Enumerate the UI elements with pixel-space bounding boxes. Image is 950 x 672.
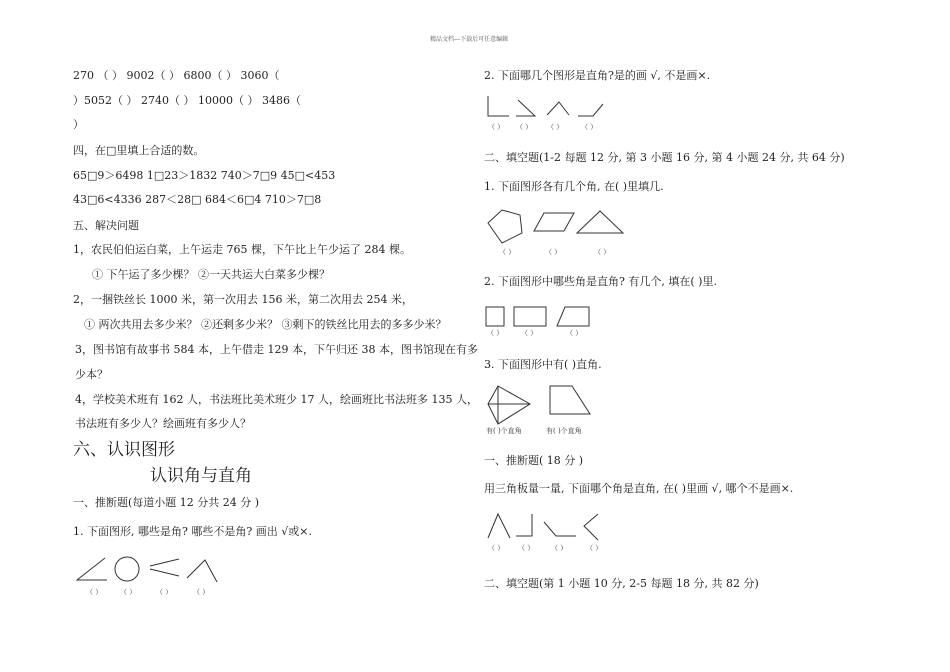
judge-2-label-3: （ ） [551,544,568,552]
trapezoid-shape [557,307,589,326]
kite-shape [488,386,530,424]
measure-angle-figures [486,512,606,540]
fill-q1-label-2: （ ） [545,248,562,256]
shape-figures [486,207,626,245]
square-shape [486,307,504,326]
angle-figures [75,556,220,584]
fill-row-2: 43□6<4336 287＜28□ 684＜6□4 710＞7□8 [73,193,322,206]
page-header: 精品文档---下载后可任意编辑 [430,36,509,43]
judge-2-question: 用三角板量一量, 下面哪个角是直角, 在( )里画 √, 哪个不是画×. [484,482,794,495]
circle-figure [115,557,139,581]
fill-q1-label-3: （ ） [594,248,611,256]
section-6-subtitle: 认识角与直角 [150,466,252,486]
fill-q2-label-2: （ ） [521,329,538,337]
judge-2-title: 一、推断题( 18 分 ) [484,454,584,467]
triangle-shape [577,211,623,233]
number-line-2: ）5052（ ） 2740（ ） 10000（ ） 3486（ [73,94,301,107]
right-paren-label-4: （ ） [581,123,598,131]
right-paren-label-3: （ ） [547,123,564,131]
paren-label-2: （ ） [120,588,137,596]
question-2-sub: ① 两次共用去多少米？ ②还剩多少米？ ③剩下的铁丝比用去的多多少米？ [84,318,447,331]
question-3-line-2: 少本？ [75,368,108,381]
judge-2-label-1: （ ） [488,544,505,552]
section-6-title: 六、认识图形 [73,440,175,460]
judge-2-label-4: （ ） [586,544,603,552]
judge-title: 一、推断题(每道小题 12 分共 24 分 ) [73,496,260,509]
paren-label-3: （ ） [156,588,173,596]
judge-2-label-2: （ ） [518,544,535,552]
fill-q3-label-1: 有( )个直角 [486,427,522,435]
paren-label-1: （ ） [86,588,103,596]
open-lines-figure [150,559,179,576]
angle-figure-3 [516,100,535,116]
fill-row-1: 65□9＞6498 1□23＞1832 740＞7□9 45□<453 [73,169,336,182]
section-5-title: 五、解决问题 [73,219,139,232]
right-angle-figure-1 [488,96,509,116]
judge-question-1: 1. 下面图形, 哪些是角? 哪些不是角? 画出 √或×. [73,525,312,538]
question-1-sub: ① 下午运了多少棵？ ②一天共运大白菜多少棵？ [92,268,330,281]
number-line-1: 270 （ ） 9002（ ） 6800（ ） 3060（ [73,69,280,82]
measure-angle-3 [544,522,576,536]
rectangle-shape [514,307,546,326]
right-angle-figures [485,96,610,118]
measure-angle-1 [488,514,510,538]
paren-label-4: （ ） [193,588,210,596]
right-paren-label-2: （ ） [516,123,533,131]
fill-q1-label-1: （ ） [499,248,516,256]
question-4-line-1: 4，学校美术班有 162 人，书法班比美术班少 17 人，绘画班比书法班多 135 人， [75,393,478,406]
fill-question-1: 1. 下面图形各有几个角, 在( )里填几. [484,180,664,193]
fill-q2-label-3: （ ） [566,329,583,337]
right-angle-count-figures [486,384,596,426]
trapezoid-right-shape [550,386,590,414]
number-line-3: ） [73,118,84,131]
question-1: 1，农民伯伯运白菜，上午运走 765 棵，下午比上午少运了 284 棵。 [73,243,411,256]
angle-figure-1 [77,558,107,580]
measure-angle-4 [584,514,598,540]
fill-title: 二、填空题(1-2 每题 12 分, 第 3 小题 16 分, 第 4 小题 24 分, 共 64 分) [484,151,845,164]
fill-question-2: 2. 下面图形中哪些角是直角? 有几个, 填在( )里. [484,275,717,288]
question-3-line-1: 3，图书馆有故事书 584 本，上午借走 129 本，下午归还 38 本，图书馆现在有多 [75,343,478,356]
pentagon-shape [488,210,522,243]
angle-figure-4 [547,102,569,115]
fill-question-3: 3. 下面图形中有( )直角. [484,358,602,371]
angle-figure-5 [578,104,603,116]
parallelogram-shape [534,213,574,231]
quad-figures [485,306,595,328]
fill-2-title: 二、填空题(第 1 小题 10 分, 2-5 每题 18 分, 共 82 分) [484,577,759,590]
right-question-2-title: 2. 下面哪几个图形是直角?是的画 √, 不是画×. [484,69,711,82]
fill-q2-label-1: （ ） [487,329,504,337]
section-4-title: 四，在□里填上合适的数。 [73,144,205,157]
fill-q3-label-2: 有( )个直角 [546,427,582,435]
measure-angle-2 [516,514,532,536]
right-paren-label-1: （ ） [488,123,505,131]
angle-figure-2 [187,560,217,582]
question-4-line-2: 书法班有多少人？绘画班有多少人？ [75,417,251,430]
question-2: 2，一捆铁丝长 1000 米，第一次用去 156 米，第二次用去 254 米， [73,293,413,306]
